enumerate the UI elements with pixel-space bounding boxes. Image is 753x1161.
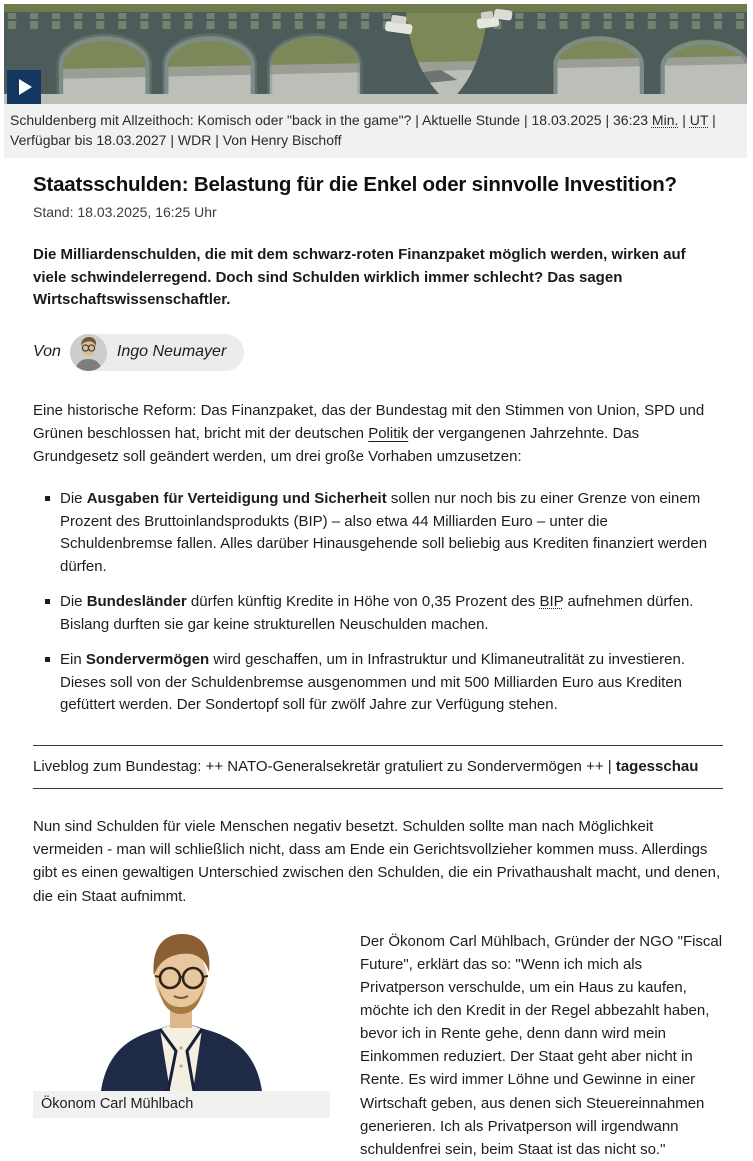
- video-thumbnail[interactable]: [4, 4, 747, 104]
- paragraph-intro: Eine historische Reform: Das Finanzpaket, das der Bundestag mit den Stimmen von Union, SPD und Grünen beschlossen hat, bricht mit der deutschen Politik der vergangenen Jahrzehnte. Das Grundgesetz soll geändert werden, um drei große Vorhaben umzusetzen:: [33, 401, 705, 466]
- video-caption-text: Schuldenberg mit Allzeithoch: Komisch oder "back in the game"? | Aktuelle Stunde | 18.03.2025 | 36:23: [10, 112, 652, 128]
- photo-caption: Ökonom Carl Mühlbach: [33, 1091, 330, 1118]
- politik-link[interactable]: Politik: [368, 424, 409, 442]
- date-stamp: Stand: 18.03.2025, 16:25 Uhr: [33, 204, 217, 221]
- abbr-ut: UT: [689, 112, 709, 128]
- bridge-illustration: [4, 4, 747, 104]
- video-caption: Schuldenberg mit Allzeithoch: Komisch oder "back in the game"? | Aktuelle Stunde | 18.03.2025 | 36:23 Min. | UT | Verfügbar bis 18.03.2027 | WDR | Von Henry Bischoff: [4, 104, 747, 158]
- list-item: Ein Sondervermögen wird geschaffen, um in Infrastruktur und Klimaneutralität zu investieren. Dieses soll von der Schuldenbremse ausgenommen und mit 500 Milliarden Euro aus Krediten gefüttert werden. Der Sondertopf soll für zwölf Jahre zur Verfügung stehen.: [60, 649, 723, 717]
- article: [0, 173, 753, 1161]
- economist-photo: [33, 928, 330, 1091]
- page-title: Staatsschulden: Belastung für die Enkel oder sinnvolle Investition?: [33, 172, 677, 196]
- byline-prefix: Von: [33, 343, 61, 361]
- list-item: Die Ausgaben für Verteidigung und Sicherheit sollen nur noch bis zu einer Grenze von einem Prozent des Bruttoinlandsprodukts (BIP) – also etwa 44 Milliarden Euro – unter die Schuldenbremse fallen. Alles darüber Hinausgehende soll beliebig aus Krediten finanziert werden dürfen.: [60, 488, 723, 578]
- liveblog-link[interactable]: Liveblog zum Bundestag: ++ NATO-Generalsekretär gratuliert zu Sondervermögen ++ | tagesschau: [33, 745, 723, 789]
- abbr-bip: BIP: [539, 593, 564, 611]
- author-name: Ingo Neumayer: [116, 343, 227, 361]
- author-link[interactable]: [70, 334, 244, 371]
- play-icon: [19, 79, 32, 95]
- author-avatar: [70, 334, 107, 371]
- play-button[interactable]: [7, 70, 41, 104]
- abbr-min: Min.: [651, 112, 679, 128]
- liveblog-brand: tagesschau: [615, 757, 699, 775]
- list-item: Die Bundesländer dürfen künftig Kredite in Höhe von 0,35 Prozent des BIP aufnehmen dürfen. Bislang durften sie gar keine strukturellen Neuschulden machen.: [60, 591, 723, 636]
- paragraph-debt: Nun sind Schulden für viele Menschen negativ besetzt. Schulden sollte man nach Möglichkeit vermeiden - man will schließlich nicht, dass am Ende ein Gerichtsvollzieher kommen muss. Allerdings gibt es einen gewaltigen Unterschied zwischen den Schulden, die ein Privathaushalt macht, und denen, die ein Staat aufnimmt.: [33, 817, 721, 905]
- economist-block: [33, 928, 723, 1161]
- economist-figure: [33, 928, 330, 1161]
- byline: [33, 334, 723, 371]
- teaser-paragraph: Die Milliardenschulden, die mit dem schwarz-roten Finanzpaket möglich werden, wirken auf viele schwindelerregend. Doch sind Schulden wirklich immer schlecht? Das sagen Wirtschaftswissenschaftler.: [33, 246, 686, 309]
- economist-quote: Der Ökonom Carl Mühlbach, Gründer der NGO "Fiscal Future", erklärt das so: "Wenn ich mich als Privatperson verschulde, um ein Haus zu kaufen, möchte ich den Kredit in der Regel abbezahlt haben, bevor ich in Rente gehe, denn dann wird mein Einkommen reduziert. Der Staat geht aber nicht in Rente. Es wird immer Löhne und Gewinne in einer Wirtschaft geben, aus denen sich Steuereinnahmen generieren. Ich als Privatperson will irgendwann schuldenfrei sein, beim Staat ist das nicht so.": [360, 932, 723, 1158]
- facts-list: [33, 488, 723, 717]
